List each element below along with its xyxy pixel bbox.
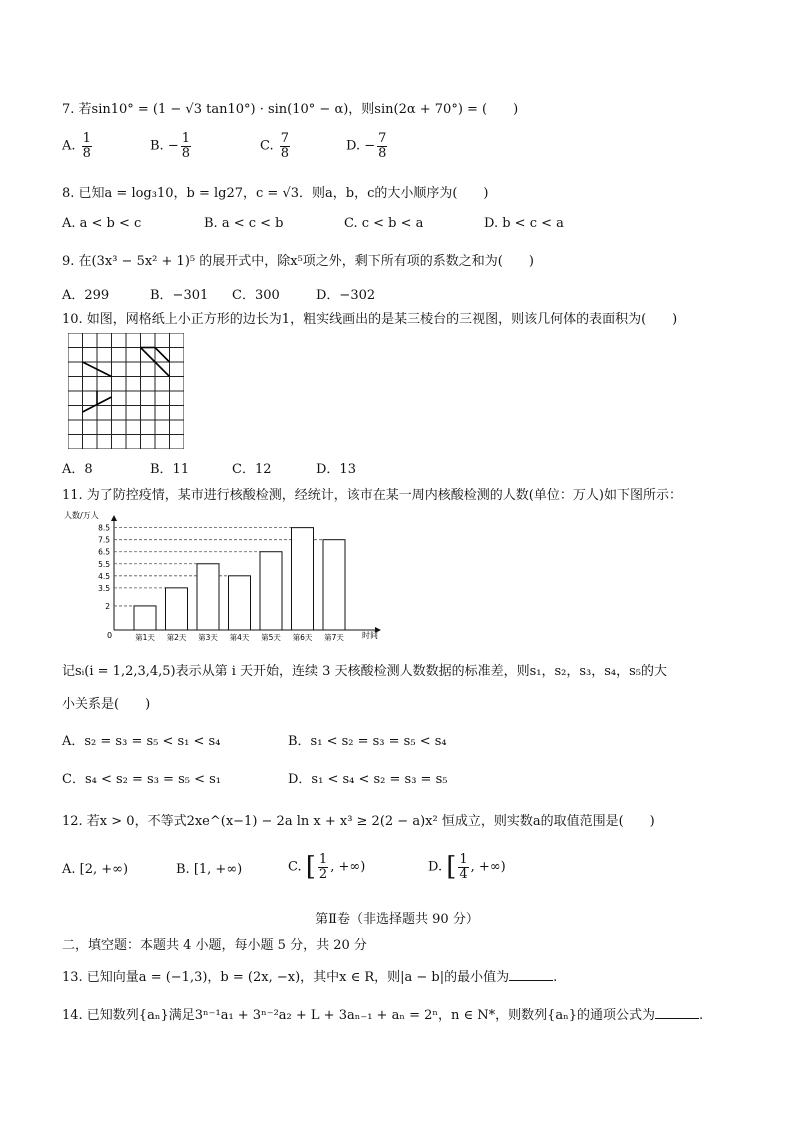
x-tick-label: 第1天 <box>135 633 155 642</box>
q7-option-d[interactable] <box>346 132 389 160</box>
y-tick-label: 5.5 <box>98 559 110 569</box>
y-tick-label: 3.5 <box>98 583 110 593</box>
q11-description: 记sᵢ(i = 1,2,3,4,5)表示从第 i 天开始，连续 3 天核酸检测人数数据的标准差，则s₁，s₂，s₃，s₄，s₅的大 <box>62 664 668 679</box>
bar-4 <box>229 576 251 630</box>
option-value: [1, +∞) <box>193 862 243 877</box>
q10-option-a[interactable]: A．8 <box>62 462 93 477</box>
option-value: [2, +∞) <box>79 862 129 877</box>
q12-option-c[interactable]: C. [ $\frac{1}{2}$ , +∞) <box>288 851 366 882</box>
q11-option-a[interactable]: A．s₂ = s₃ = s₅ < s₁ < s₄ <box>62 734 221 749</box>
q7-option-c[interactable] <box>260 132 292 160</box>
q13-text: 13. 已知向量a = (−1,3)，b = (2x, −x)，其中x ∈ R，则|a − b|的最小值为 . <box>62 970 558 985</box>
q12-option-b[interactable] <box>176 862 242 877</box>
x-tick-label: 第6天 <box>292 633 313 642</box>
x-tick-label: 第7天 <box>324 633 344 642</box>
x-tick-label: 第3天 <box>198 633 218 642</box>
y-tick-label: 4.5 <box>98 571 110 581</box>
q10-option-d[interactable]: D．13 <box>316 462 356 477</box>
option-label: A. <box>62 862 76 877</box>
bar-2 <box>166 588 188 630</box>
option-sign: − <box>167 138 179 154</box>
answer-blank[interactable] <box>509 980 553 981</box>
x-tick-label: 第4天 <box>229 633 250 642</box>
x-tick-label: 第2天 <box>166 633 187 642</box>
q10-option-b[interactable]: B．11 <box>150 462 190 477</box>
q7-text: 7. 若sin10° = (1 − √3 tan10°) · sin(10° − α)，则sin(2α + 70°) = ( ) <box>62 102 519 117</box>
fraction: $\frac{7}{8}$ <box>280 131 290 161</box>
q9-option-d[interactable]: D．−302 <box>316 288 376 303</box>
bar-chart <box>62 506 392 644</box>
q14-text: 14. 已知数列{aₙ}满足3ⁿ⁻¹a₁ + 3ⁿ⁻²a₂ + L + 3aₙ₋₁ + aₙ = 2ⁿ，n ∈ N*，则数列{aₙ}的通项公式为 . <box>62 1008 704 1023</box>
q9-option-c[interactable]: C．300 <box>232 288 280 303</box>
q11-description-2: 小关系是( ) <box>62 697 151 712</box>
q11-option-c[interactable]: C．s₄ < s₂ = s₃ = s₅ < s₁ <box>62 772 221 787</box>
q9-text: 9. 在(3x³ − 5x² + 1)⁵ 的展开式中，除x⁵项之外，剩下所有项的系数之和为( ) <box>62 254 534 269</box>
three-view-grid-figure <box>68 333 184 449</box>
q8-option-d[interactable]: D. b < c < a <box>484 216 564 231</box>
y-axis-label: 人数/万人 <box>64 511 99 520</box>
bar-6 <box>292 528 314 630</box>
option-label: C. <box>288 859 302 875</box>
option-label: D. <box>346 138 361 154</box>
q12-text: 12. 若x > 0，不等式2xe^(x−1) − 2a ln x + x³ ≥ 2(2 − a)x² 恒成立，则实数a的取值范围是( ) <box>62 814 655 829</box>
q11-option-b[interactable]: B．s₁ < s₂ = s₃ = s₅ < s₄ <box>288 734 447 749</box>
q9-option-a[interactable]: A．299 <box>62 288 110 303</box>
y-tick-label: 6.5 <box>98 547 110 557</box>
answer-blank[interactable] <box>655 1018 699 1019</box>
q8-text: 8. 已知a = log₃10，b = lg27，c = √3．则a，b，c的大小顺序为( ) <box>62 186 489 201</box>
fraction: $\frac{1}{2}$ <box>318 851 328 882</box>
y-tick-label: 7.5 <box>98 535 110 545</box>
q9-option-b[interactable]: B．−301 <box>150 288 209 303</box>
q10-text: 10. 如图，网格纸上小正方形的边长为1，粗实线画出的是某三棱台的三视图，则该几何体的表面积为( ) <box>62 312 678 327</box>
fraction: $\frac{1}{8}$ <box>181 131 191 161</box>
bar-7 <box>323 540 345 630</box>
q7-option-a[interactable] <box>62 132 94 160</box>
q10-option-c[interactable]: C．12 <box>232 462 272 477</box>
q11-option-d[interactable]: D．s₁ < s₄ < s₂ = s₃ = s₅ <box>288 772 448 787</box>
x-tick-label: 第5天 <box>261 633 281 642</box>
section-heading: 二，填空题：本题共 4 小题，每小题 5 分，共 20 分 <box>62 938 367 953</box>
q8-option-b[interactable]: B. a < c < b <box>204 216 284 231</box>
y-tick-label: 8.5 <box>98 523 110 533</box>
fraction: $\frac{1}{8}$ <box>82 131 91 161</box>
q8-option-c[interactable]: C. c < b < a <box>344 216 424 231</box>
q12-option-d[interactable]: D. [ $\frac{1}{4}$ , +∞) <box>428 851 506 882</box>
option-label: C. <box>260 138 274 154</box>
option-label: B. <box>150 138 164 154</box>
fraction: $\frac{7}{8}$ <box>378 131 387 161</box>
origin-label: 0 <box>107 631 113 640</box>
part2-title: 第Ⅱ卷（非选择题共 90 分） <box>315 912 479 927</box>
option-sign: − <box>364 138 376 154</box>
x-axis-label: 时间 <box>362 631 378 640</box>
q11-text: 11. 为了防控疫情，某市进行核酸检测，经统计，该市在某一周内核酸检测的人数(单位：万人)如下图所示： <box>62 488 682 503</box>
option-label: A. <box>62 138 76 154</box>
bar-1 <box>134 606 156 630</box>
option-label: B. <box>176 862 190 877</box>
q7-option-b[interactable] <box>150 132 193 160</box>
fraction: $\frac{1}{4}$ <box>459 851 468 882</box>
q8-option-a[interactable]: A. a < b < c <box>62 216 142 231</box>
bar-5 <box>260 552 282 630</box>
option-label: D. <box>428 859 443 875</box>
q12-option-a[interactable] <box>62 862 128 877</box>
bar-3 <box>197 564 219 630</box>
y-tick-label: 2 <box>105 601 110 611</box>
